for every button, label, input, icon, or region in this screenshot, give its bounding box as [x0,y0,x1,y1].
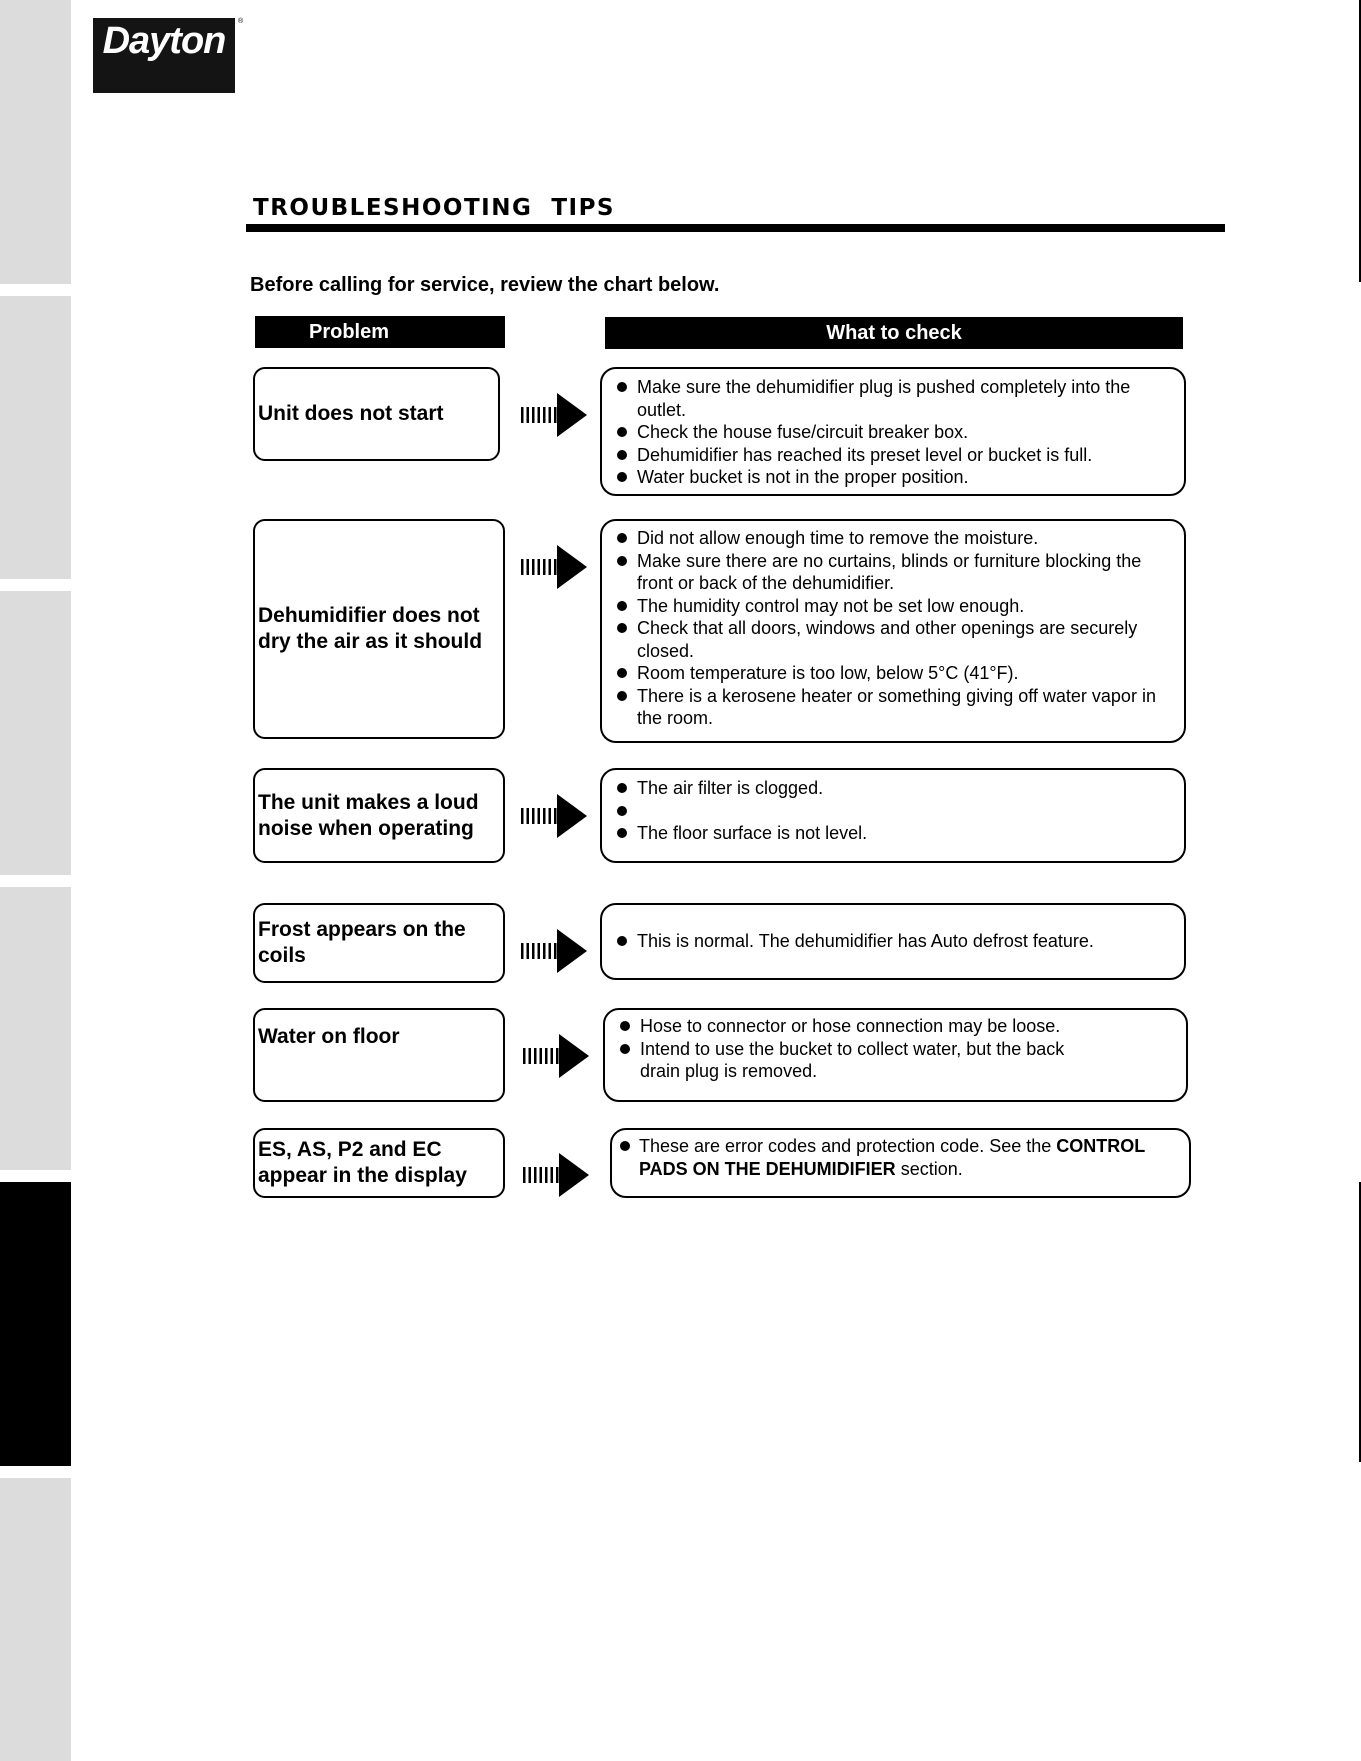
problem-box [253,768,505,863]
problem-text: ES, AS, P2 and EC appear in the display [258,1138,467,1187]
check-item: Check that all doors, windows and other openings are securely closed. [602,617,1184,662]
check-item: This is normal. The dehumidifier has Auto defrost feature. [602,930,1184,953]
check-box [600,519,1186,743]
arrow-right-icon [519,927,589,975]
problem-text: Unit does not start [258,402,444,425]
check-box [600,768,1186,863]
check-item: Intend to use the bucket to collect water, but the back drain plug is removed. [605,1038,1186,1083]
check-item: The air filter is clogged. [602,777,1184,800]
check-item: Dehumidifier has reached its preset level or bucket is full. [602,444,1184,467]
check-item: Hose to connector or hose connection may be loose. [605,1015,1186,1038]
problem-text: Frost appears on the coils [258,918,466,967]
check-item [602,800,1184,823]
side-tab [0,0,71,284]
check-list [605,1015,1186,1083]
side-tab [0,591,71,875]
check-list [612,1135,1189,1180]
logo-text: Dayton [102,20,226,62]
check-column-header: What to check [605,317,1183,349]
check-item: The floor surface is not level. [602,822,1184,845]
check-item: Room temperature is too low, below 5°C (41°F). [602,662,1184,685]
check-list [602,930,1184,953]
check-item: Check the house fuse/circuit breaker box. [602,421,1184,444]
arrow-right-icon [521,1151,591,1199]
check-box [600,367,1186,496]
side-tab-active [0,1182,71,1466]
control-pads-reference: CONTROL PADS ON THE DEHUMIDIFIER [639,1136,1145,1179]
problem-box [253,519,505,739]
problem-text: The unit makes a loud noise when operating [258,790,479,840]
title-rule [246,224,1225,232]
check-text: section. [895,1158,963,1179]
check-list [602,376,1184,489]
check-item: Make sure there are no curtains, blinds or furniture blocking the front or back of the dehumidifier. [602,550,1184,595]
check-item: The humidity control may not be set low enough. [602,595,1184,618]
check-text: These are error codes and protection code. See the [639,1136,1057,1156]
check-item: There is a kerosene heater or something giving off water vapor in the room. [602,685,1184,730]
problem-text: Water on floor [258,1025,400,1048]
arrow-right-icon [519,543,589,591]
problem-box [253,903,505,983]
check-item: Did not allow enough time to remove the moisture. [602,527,1184,550]
arrow-right-icon [521,1032,591,1080]
arrow-right-icon [519,391,589,439]
check-list [602,777,1184,845]
page-title: TROUBLESHOOTING TIPS [253,195,616,221]
check-list [602,527,1184,730]
arrow-right-icon [519,792,589,840]
check-box [603,1008,1188,1102]
side-tab [0,1478,71,1761]
side-tabs [0,0,71,1761]
side-tab [0,296,71,579]
check-item: Water bucket is not in the proper position. [602,466,1184,489]
problem-column-header: Problem [255,316,505,348]
side-tab [0,887,71,1170]
check-item: Make sure the dehumidifier plug is pushed completely into the outlet. [602,376,1184,421]
check-box [600,903,1186,980]
dayton-logo [93,18,235,93]
check-item [612,1135,1189,1180]
intro-text: Before calling for service, review the chart below. [250,274,720,296]
problem-box [253,1008,505,1102]
problem-box [253,1128,505,1198]
check-box [610,1128,1191,1198]
registered-mark: ® [238,18,244,25]
problem-box [253,367,500,461]
problem-text: Dehumidifier does not dry the air as it should [258,604,483,653]
